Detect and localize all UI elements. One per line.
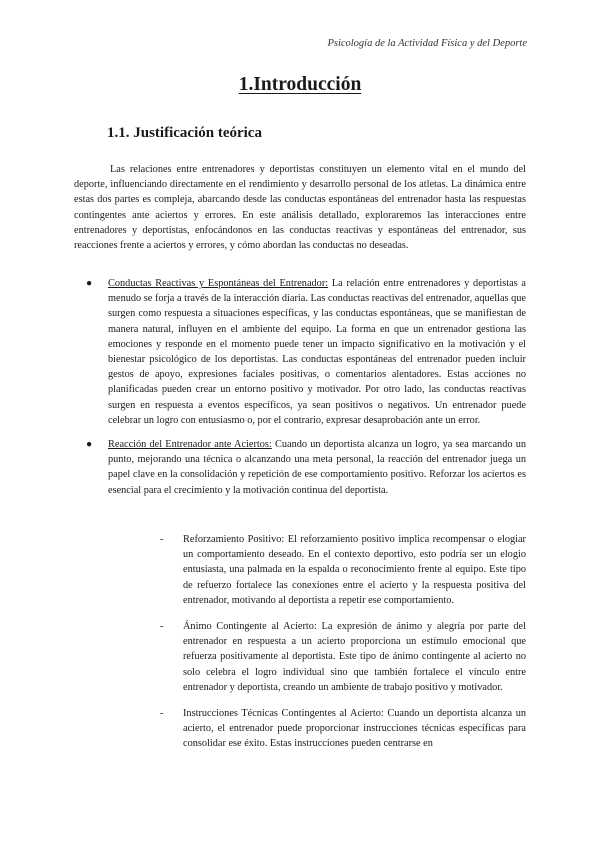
running-header: Psicología de la Actividad Física y del Deporte [327, 38, 527, 49]
subitem-list [160, 532, 526, 763]
subitem-paragraph: Ánimo Contingente al Acierto: La expresión de ánimo y alegría por parte del entrenador en respuesta a un acierto proporciona un estímulo emocional que refuerza positivamente al deportista. Este tipo de ánimo contingente al acierto no solo celebra el logro individual sino que también fortalece el vínculo entre entrenador y deportista, creando un ambiente de trabajo positivo y motivador. [183, 621, 526, 693]
bullet-paragraph [108, 276, 526, 428]
section-title: 1.1. Justificación teórica [107, 125, 262, 141]
chapter-title: 1.Introducción [238, 74, 362, 95]
subitem-paragraph: Instrucciones Técnicas Contingentes al Acierto: Cuando un deportista alcanza un acierto, el entrenador puede proporcionar instrucciones técnicas específicas para consolidar ese éxito. Estas instrucciones pueden centrarse en [183, 708, 526, 750]
subitem-animo [160, 619, 526, 695]
dash-icon: - [160, 708, 164, 720]
bullet-icon: ● [86, 278, 93, 289]
bullet-heading: Reacción del Entrenador ante Aciertos: [108, 439, 272, 451]
bullet-paragraph [108, 437, 526, 498]
intro-paragraph: Las relaciones entre entrenadores y deportistas constituyen un elemento vital en el mundo del deporte, influenciando directamente en el rendimiento y desarrollo personal de los atletas. La dinámica entre estas dos partes es compleja, abarcando desde las conductas espontáneas del entrenador hasta las respuestas contingentes ante aciertos y errores. En este análisis detallado, exploraremos las interacciones entre entrenadores y deportistas, enfocándonos en las conductas reactivas y espontáneas del entrenador, sus reacciones frente a aciertos y errores, y cómo abordan las conductas no deseadas. [74, 164, 526, 252]
dash-icon: - [160, 534, 164, 545]
subitem-reforzamiento [160, 532, 526, 608]
dash-icon: - [160, 621, 164, 633]
bullet-item-conductas [74, 276, 526, 428]
bullet-body: La relación entre entrenadores y deportistas a menudo se forja a través de la interacción diaria. Las conductas reactivas del entrenador, aquellas que surgen como respuesta a situaciones específicas, y las conductas espontáneas, que se manifiestan de manera natural, influyen en el ambiente del equipo. La forma en que un entrenador gestiona las emociones y responde en el momento puede tener un impacto significativo en la motivación y el bienestar psicológico de los deportistas. Las conductas espontáneas del entrenador pueden incluir gestos de apoyo, expresiones faciales positivas, o comentarios alentadores. Estas acciones no planificadas pueden crear un entorno positivo y motivador. Por otro lado, las conductas reactivas surgen en respuesta a eventos específicos, ya sean positivos o negativos. Un entrenador puede celebrar un logro con entusiasmo o, por el contrario, expresar desaprobación ante un error. [108, 278, 526, 426]
bullet-item-aciertos [74, 437, 526, 498]
bullet-heading: Conductas Reactivas y Espontáneas del Entrenador: [108, 278, 329, 289]
subitem-instrucciones [160, 706, 526, 752]
subitem-paragraph: Reforzamiento Positivo: El reforzamiento positivo implica recompensar o elogiar un comportamiento deseado. En el contexto deportivo, esto podría ser un elogio entusiasta, una palmada en la espalda o reconocimiento frente al equipo. Este tipo de refuerzo fortalece las conexiones entre el acierto y la respuesta positiva del entrenador, motivando al deportista a repetir ese comportamiento. [183, 534, 526, 606]
bullet-icon: ● [86, 439, 93, 451]
bullet-list [74, 276, 526, 507]
bullet-body: Cuando un deportista alcanza un logro, ya sea marcando un punto, mejorando una técnica o alcanzando una meta personal, la reacción del entrenador juega un papel clave en la consolidación y repetición de ese comportamiento positivo. Reforzar los aciertos es esencial para el crecimiento y la motivación continua del deportista. [108, 439, 526, 496]
